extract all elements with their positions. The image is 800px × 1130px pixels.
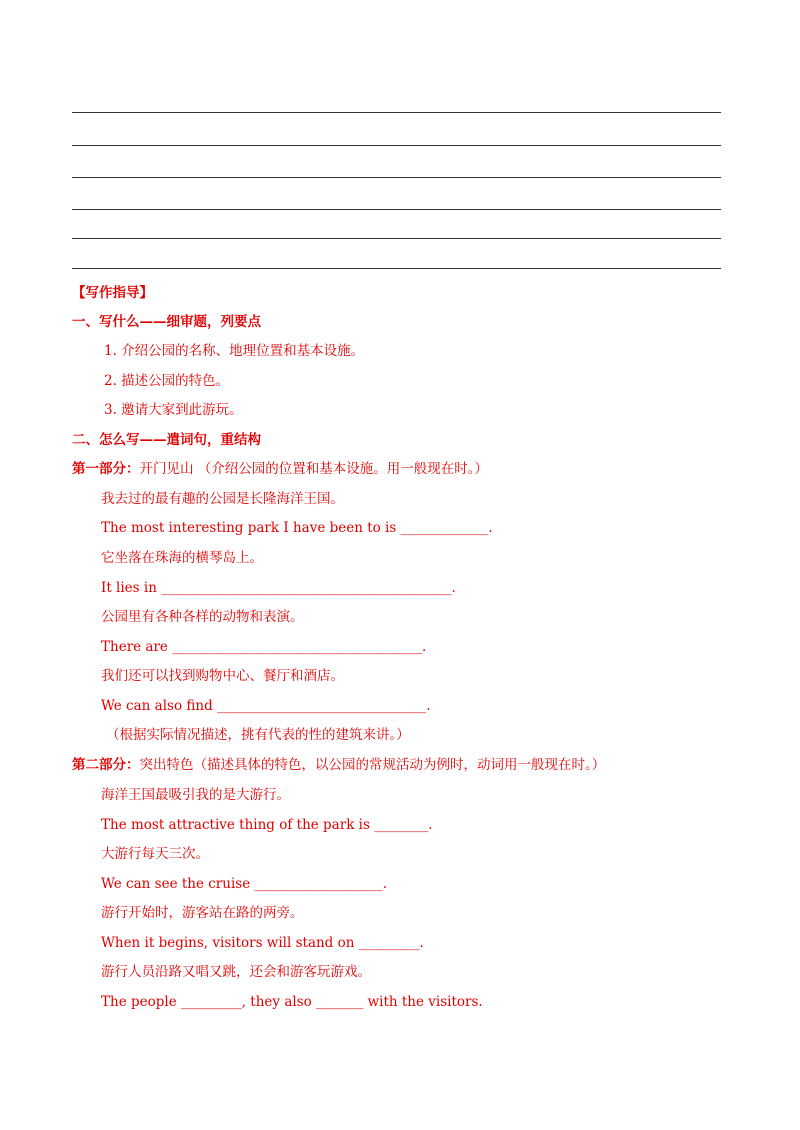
part1-line: We can also find _______________________________.	[101, 698, 431, 714]
writing-line	[72, 238, 721, 239]
section1-item: 2. 描述公园的特色。	[104, 373, 230, 389]
part2-intro	[72, 756, 605, 774]
part2-line: We can see the cruise ___________________.	[101, 876, 388, 892]
part2-line: 游行开始时，游客站在路的两旁。	[101, 905, 304, 921]
writing-line	[72, 268, 721, 269]
part1-note: （根据实际情况描述，挑有代表的性的建筑来讲。）	[106, 727, 410, 743]
part1-line: The most interesting park I have been to is _____________.	[101, 520, 493, 536]
part1-intro	[72, 460, 488, 478]
part1-line: 我们还可以找到购物中心、餐厅和酒店。	[101, 668, 344, 684]
writing-line	[72, 177, 721, 178]
part2-line: The people _________, they also _______ with the visitors.	[101, 994, 483, 1010]
part2-line: The most attractive thing of the park is ________.	[101, 817, 433, 833]
part1-line: 我去过的最有趣的公园是长隆海洋王国。	[101, 491, 344, 507]
writing-line	[72, 209, 721, 210]
section1-heading: 一、写什么——细审题，列要点	[72, 314, 261, 330]
guide-title: 【写作指导】	[72, 285, 153, 301]
section1-item: 3. 邀请大家到此游玩。	[104, 402, 243, 418]
writing-line	[72, 145, 721, 146]
part1-line: It lies in ___________________________________________.	[101, 580, 456, 596]
part1-line: There are _____________________________________.	[101, 639, 427, 655]
part1-line: 公园里有各种各样的动物和表演。	[101, 609, 304, 625]
writing-line	[72, 112, 721, 113]
part1-label: 第一部分：	[72, 461, 140, 477]
part1-text: 开门见山 （介绍公园的位置和基本设施。用一般现在时。）	[139, 461, 489, 477]
part2-line: 海洋王国最吸引我的是大游行。	[101, 787, 290, 803]
section1-item: 1. 介绍公园的名称、地理位置和基本设施。	[104, 343, 365, 359]
part1-line: 它坐落在珠海的横琴岛上。	[101, 550, 263, 566]
part2-text: 突出特色（描述具体的特色，以公园的常规活动为例时，动词用一般现在时。）	[139, 757, 606, 773]
part2-label: 第二部分：	[72, 757, 140, 773]
part2-line: 大游行每天三次。	[101, 846, 209, 862]
part2-line: When it begins, visitors will stand on _________.	[101, 935, 424, 951]
part2-line: 游行人员沿路又唱又跳，还会和游客玩游戏。	[101, 964, 371, 980]
section2-heading: 二、怎么写——遣词句，重结构	[72, 432, 261, 448]
